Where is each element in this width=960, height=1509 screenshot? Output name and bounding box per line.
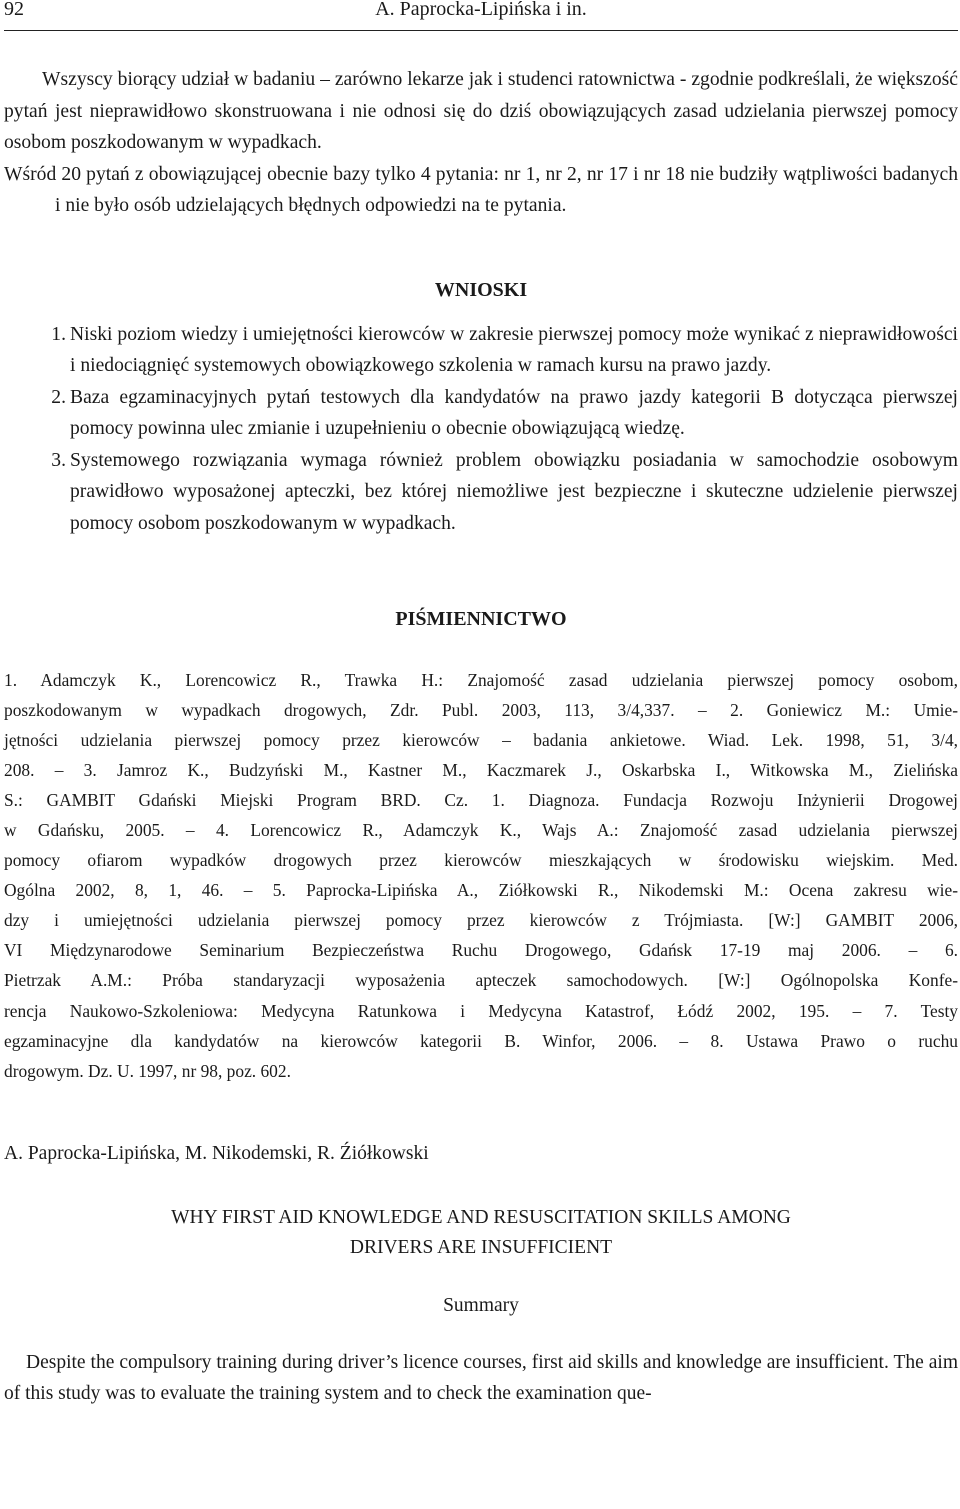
conclusion-item [4,319,958,382]
references-block [4,665,958,1086]
reference-line: dzy i umiejętności udzielania pierwszej pomocy przez kierowców z Trójmiasta. [W:] GAMBIT 2006, [4,910,958,931]
body-paragraph-1: Wszyscy biorący udział w badaniu – zarówno lekarze jak i studenci ratownictwa - zgodnie podkreślali, że większość pytań jest nieprawidłowo skonstruowana i nie odnosi się do dziś obowiązujących zasad udzielania pierwszej pomocy osobom poszkodowanym w wypadkach. [4,69,958,153]
conclusion-number: 1. [51,323,66,345]
body-paragraph-2: Wśród 20 pytań z obowiązującej obecnie bazy tylko 4 pytania: nr 1, nr 2, nr 17 i nr 18 nie budziły wątpliwości badanych i nie było osób udzielających błędnych odpowiedzi na te pytania. [4,163,958,216]
english-authors: A. Paprocka-Lipińska, M. Nikodemski, R. Źiółkowski [4,1142,429,1164]
conclusion-text: Baza egzaminacyjnych pytań testowych dla kandydatów na prawo jazdy kategorii B dotycząca pierwszej pomocy powinna ulec zmianie i uzupełnieniu o obecnie obowiązującą wiedzę. [70,386,958,439]
conclusion-text: Systemowego rozwiązania wymaga również problem obowiązku posiadania w samochodzie osobowym prawidłowo wyposażonej apteczki, bez której niemożliwe jest bezpieczne i skuteczne udzielenie pierwszej pomocy osobom poszkodowanym w wypadkach. [70,449,958,534]
reference-line: 208. – 3. Jamroz K., Budzyński M., Kastner M., Kaczmarek J., Oskarbska I., Witkowska M., Zielińska [4,760,958,781]
reference-line: 1. Adamczyk K., Lorencowicz R., Trawka H.: Znajomość zasad udzielania pierwszej pomocy osobom, [4,670,958,690]
conclusion-text: Niski poziom wiedzy i umiejętności kierowców w zakresie pierwszej pomocy może wynikać z nieprawidłowości i niedociągnięć systemowych obowiązkowego szkolenia w ramach kursu na prawo jazdy. [70,323,958,376]
reference-line: S.: GAMBIT Gdański Miejski Program BRD. Cz. 1. Diagnoza. Fundacja Rozwoju Inżynierii Drogowej [4,790,958,811]
conclusion-number: 2. [51,386,66,408]
journal-page [4,0,958,1428]
summary-heading: Summary [443,1294,519,1316]
reference-line: poszkodowanym w wypadkach drogowych, Zdr. Publ. 2003, 113, 3/4,337. – 2. Goniewicz M.: Umie- [4,700,958,721]
reference-line: egzaminacyjne dla kandydatów na kierowców kategorii B. Winfor, 2006. – 8. Ustawa Prawo o ruchu [4,1030,958,1051]
reference-line: w Gdańsku, 2005. – 4. Lorencowicz R., Adamczyk K., Wajs A.: Znajomość zasad udzielania pierwszej [4,820,958,841]
english-title-line-1: WHY FIRST AID KNOWLEDGE AND RESUSCITATION SKILLS AMONG [171,1206,791,1228]
conclusion-item [4,382,958,445]
reference-line: jętności udzielania pierwszej pomocy przez kierowców – badania ankietowe. Wiad. Lek. 1998, 51, 3/4, [4,730,958,751]
reference-line: pomocy ofiarom wypadków drogowych przez kierowców mieszkających w środowisku wiejskim. Med. [4,850,958,871]
conclusions-heading: WNIOSKI [434,278,528,301]
english-title-line-2: DRIVERS ARE INSUFFICIENT [349,1236,613,1258]
english-title [4,1203,958,1263]
reference-line: drogowym. Dz. U. 1997, nr 98, poz. 602. [4,1060,291,1081]
summary-text: Despite the compulsory training during driver’s licence courses, first aid skills and knowledge are insufficient. The aim of this study was to evaluate the training system and to check the examination que- [4,1351,958,1404]
references-heading: PIŚMIENNICTWO [395,608,567,630]
reference-line: Ogólna 2002, 8, 1, 46. – 5. Paprocka-Lipińska A., Ziółkowski R., Nikodemski M.: Ocena zakresu wie- [4,880,958,901]
reference-line: Pietrzak A.M.: Próba standaryzacji wyposażenia apteczek samochodowych. [W:] Ogólnopolska Konfe- [4,970,958,991]
conclusion-item [4,445,958,540]
conclusions-list [4,319,958,540]
conclusion-number: 3. [51,449,66,471]
running-header [4,0,958,31]
reference-line: rencja Naukowo-Szkoleniowa: Medycyna Ratunkowa i Medycyna Katastrof, Łódź 2002, 195. – 7. Testy [4,1000,958,1021]
page-number: 92 [4,0,24,20]
reference-line: VI Międzynarodowe Seminarium Bezpieczeństwa Ruchu Drogowego, Gdańsk 17-19 maj 2006. – 6. [4,940,958,961]
running-authors: A. Paprocka-Lipińska i in. [375,0,587,20]
